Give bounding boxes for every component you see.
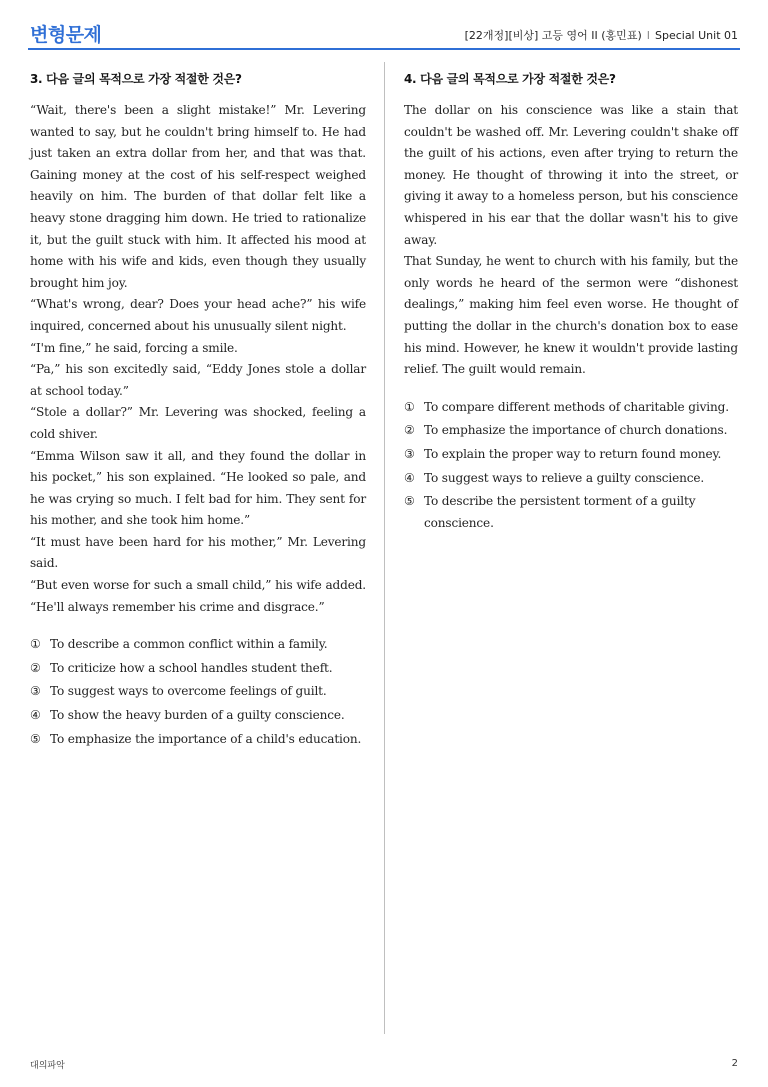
choice-text: To describe a common conflict within a family.	[50, 637, 328, 652]
question-3	[30, 70, 366, 752]
choice-number: ③	[30, 684, 41, 699]
passage	[30, 100, 366, 618]
passage-paragraph: That Sunday, he went to church with his family, but the only words he heard of the sermon were “dishonest dealings,” making him feel even worse. He thought of putting the dollar in the church's donation box to ease his mind. However, he knew it wouldn't provide lasting relief. The guilt would remain.	[404, 254, 738, 377]
question-4	[404, 70, 738, 536]
choice-number: ②	[30, 660, 41, 675]
choice-number: ①	[30, 637, 41, 652]
choice-2[interactable]	[404, 420, 738, 442]
choice-text: To emphasize the importance of church donations.	[424, 423, 728, 438]
choice-number: ⑤	[404, 494, 415, 509]
choice-text: To criticize how a school handles student theft.	[50, 660, 333, 675]
choice-3[interactable]	[30, 681, 366, 703]
choice-5[interactable]	[404, 491, 738, 534]
footer-publisher: 대의파악	[30, 1061, 65, 1071]
choice-5[interactable]	[30, 729, 366, 751]
choice-4[interactable]	[404, 468, 738, 490]
header-separator: I	[646, 29, 650, 42]
choice-3[interactable]	[404, 444, 738, 466]
unit-label: Special Unit 01	[654, 29, 738, 42]
passage-paragraph: “It must have been hard for his mother,” Mr. Levering said.	[30, 534, 366, 571]
passage-paragraph: “Wait, there's been a slight mistake!” Mr. Levering wanted to say, but he couldn't bring himself to. He had just taken an extra dollar from her, and that was that. Gaining money at the cost of his self-respect weighed heavily on him. The burden of that dollar felt like a heavy stone dragging him down. He tried to rationalize it, but the guilt stuck with him. It affected his mood at home with his wife and kids, even though they usually brought him joy.	[30, 103, 366, 290]
choice-text: To show the heavy burden of a guilty conscience.	[50, 708, 345, 723]
passage	[404, 100, 738, 381]
choice-1[interactable]	[404, 397, 738, 419]
choice-text: To emphasize the importance of a child's education.	[50, 731, 362, 746]
choice-4[interactable]	[30, 705, 366, 727]
choice-text: To compare different methods of charitable giving.	[424, 399, 729, 414]
answer-choices	[30, 634, 366, 750]
choice-number: ①	[404, 399, 415, 414]
column-divider	[384, 62, 385, 1034]
choice-text: To suggest ways to relieve a guilty conscience.	[424, 470, 705, 485]
choice-number: ④	[404, 470, 415, 485]
header-course-info	[465, 27, 738, 43]
choice-number: ③	[404, 446, 415, 461]
course-title: [22개정][비상] 고등 영어 II (홍민표)	[464, 29, 642, 42]
passage-paragraph: The dollar on his conscience was like a stain that couldn't be washed off. Mr. Levering couldn't shake off the guilt of his actions, even after trying to return the money. He thought of throwing it into the street, or giving it away to a homeless person, but his conscience whispered in his ear that the dollar wasn't his to give away.	[404, 103, 738, 247]
passage-paragraph: “Pa,” his son excitedly said, “Eddy Jones stole a dollar at school today.”	[30, 362, 366, 398]
question-title: 3. 다음 글의 목적으로 가장 적절한 것은?	[30, 72, 242, 86]
choice-text: To suggest ways to overcome feelings of guilt.	[50, 684, 327, 699]
passage-paragraph: “Emma Wilson saw it all, and they found the dollar in his pocket,” his son explained. “He looked so pale, and he was crying so much. I felt bad for him. They sent for his mother, and she took him home.”	[30, 448, 366, 528]
passage-paragraph: “I'm fine,” he said, forcing a smile.	[30, 340, 238, 355]
choice-number: ④	[30, 708, 41, 723]
choice-1[interactable]	[30, 634, 366, 656]
choice-text: To describe the persistent torment of a guilty conscience.	[424, 494, 696, 530]
page-header	[28, 20, 740, 50]
choice-number: ⑤	[30, 731, 41, 746]
page-number: 2	[731, 1058, 738, 1069]
choice-number: ②	[404, 423, 415, 438]
choice-text: To explain the proper way to return found money.	[424, 446, 722, 461]
passage-paragraph: “Stole a dollar?” Mr. Levering was shocked, feeling a cold shiver.	[30, 405, 366, 441]
question-title: 4. 다음 글의 목적으로 가장 적절한 것은?	[404, 72, 616, 86]
brand-title: 변형문제	[30, 24, 102, 46]
passage-paragraph: “But even worse for such a small child,” his wife added. “He'll always remember his crime and disgrace.”	[30, 578, 366, 614]
passage-paragraph: “What's wrong, dear? Does your head ache?” his wife inquired, concerned about his unusually silent night.	[30, 297, 366, 333]
answer-choices	[404, 397, 738, 535]
choice-2[interactable]	[30, 658, 366, 680]
